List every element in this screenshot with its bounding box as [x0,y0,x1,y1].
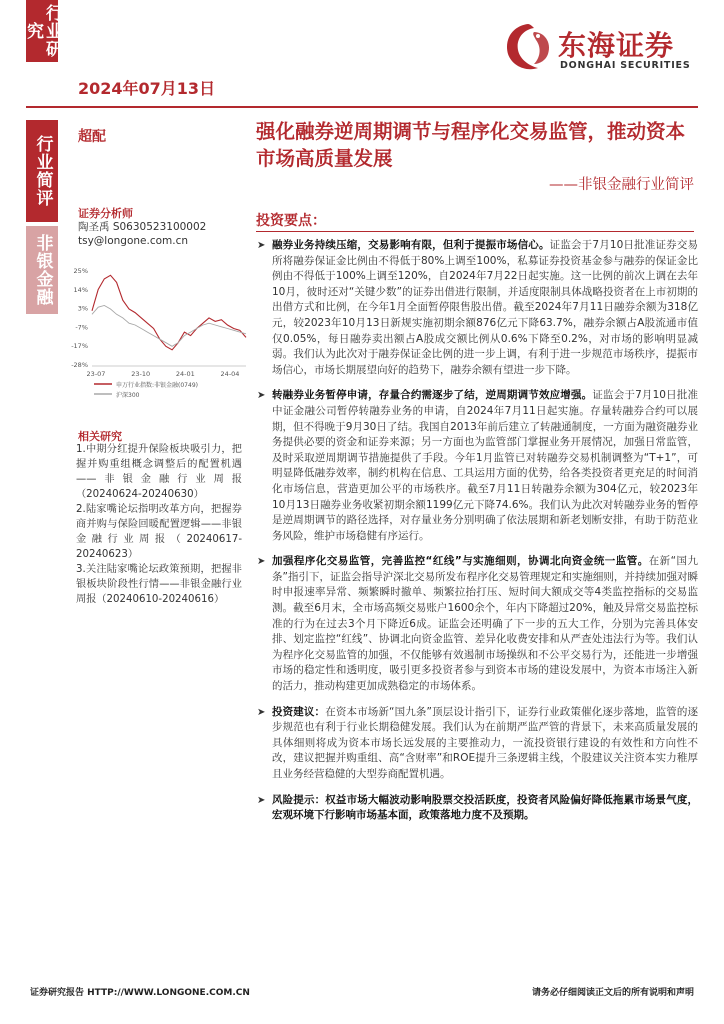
key-points-list [256,238,698,834]
y-tick-label: -17% [71,342,88,351]
key-point [256,238,698,378]
analyst-info [78,220,206,248]
legend-label: 申万行业指数:非银金融(0749) [116,382,198,389]
analyst-name: 陶圣禹 S0630523100002 [78,221,207,233]
related-research-list [76,442,242,607]
related-item[interactable]: 2.陆家嘴论坛指明改革方向，把握券商并购与保险回暖配置逻辑——非银金融行业周报（20240617-20240623） [76,504,242,560]
related-research-title: 相关研究 [78,430,122,443]
y-tick-label: -7% [75,323,88,332]
key-point-heading: 加强程序化交易监管，完善监控“红线”与实施细则，协调北向资金统一监管。 [272,555,649,568]
key-point [256,388,698,544]
index-performance-chart [60,262,254,414]
key-point-text: 在资本市场新“国九条”顶层设计指引下，证券行业政策催化逐步落地，监管的逐步规范也有利于行业长期稳健发展。我们认为在前期严监严管的背景下，未来高质量发展的具体细则将成为资本市场长远发展的主要推动力，一流投资银行建设的有效性和方向性不改，建议把握并购重组、高“含财率”和ROE提升三条逻辑主线，个股建议关注资本实力稚厚且业务经营稳健的大型券商配置机遇。 [272,705,698,780]
arrow-bullet-icon: ➤ [257,240,266,251]
industry-tag: 非银金融 [26,226,58,314]
arrow-bullet-icon: ➤ [257,706,266,718]
related-item[interactable]: 1.中期分红提升保险板块吸引力，把握并购重组概念调整后的配置机遇——非银金融行业周报（20240624-20240630） [76,444,242,500]
key-points-title: 投资要点： [256,213,326,229]
report-subtitle: ——非银金融行业简评 [549,177,694,193]
risk-warning: 风险提示：权益市场大幅波动影响股票交投活跃度，投资者风险偏好降低拖累市场景气度，宏观环境下行影响市场基本面，政策落地力度不及预期。 [272,793,698,822]
category-tag: 行业研究 [26,0,58,62]
legend-label: 沪深300 [116,392,140,399]
key-point [256,705,698,783]
key-point [256,554,698,694]
key-point-heading: 融券业务持续压缩，交易影响有限，但利于提振市场信心。 [272,239,550,251]
key-point-heading: 转融券业务暂停申请，存量合约需逐步了结，逆周期调节效应增强。 [272,389,593,402]
rating: 超配 [78,129,106,145]
analyst-label: 证券分析师 [78,207,133,220]
key-point [256,793,698,824]
report-type-tag: 行业简评 [26,120,58,222]
logo-text-cn: 东海证券 [558,29,675,62]
dragon-logo-icon [500,18,556,76]
key-point-heading: 投资建议： [272,705,326,718]
footer-right: 请务必仔细阅读正文后的所有说明和声明 [531,988,694,998]
analyst-email[interactable]: tsy@longone.com.cn [78,235,189,247]
related-item[interactable]: 3.关注陆家嘴论坛政策预期，把握非银板块阶段性行情——非银金融行业周报（20240610-20240616） [76,564,242,605]
arrow-bullet-icon: ➤ [257,556,266,568]
x-tick-label: 24-01 [175,370,195,378]
logo-text-en: DONGHAI SECURITIES [560,60,691,71]
report-title: 强化融券逆周期调节与程序化交易监管，推动资本市场高质量发展 [256,120,686,170]
y-tick-label: 25% [73,267,88,275]
key-point-text: 在新“国九条”指引下，证监会指导沪深北交易所发布程序化交易管理规定和实施细则，并持续加强对瞬时申报速率异常、频繁瞬时撤单、频繁拉抬打压、短时间大额成交等4类监控指标的交易监测。截至6月末，全市场高频交易账户1600余个，年内下降超过20%，触及异常交易监控标准的行为在过去3个月下降近6成。证监会还明确了下一步的五大工作，分别为完善具体安排、划定监控“红线”、协调北向资金监管、差异化收费安排和从严查处违法行为等。我们认为程序化交易监管的加强，不仅能够有效遏制市场操纵和不公平交易行为，还能进一步增强市场的稳定性和透明度，吸引更多投资者参与到资本市场的建设发展中，为资本市场注入新的活力，推动构建更加成熟稳定的市场体系。 [272,555,698,693]
header-divider [26,106,698,108]
x-tick-label: 23-07 [86,370,106,378]
company-logo [500,18,700,78]
x-tick-label: 24-04 [220,370,240,378]
key-point-text: 证监会于7月10日批准中证金融公司暂停转融券业务的申请，自2024年7月11日起实施。存量转融券合约可以展期，但不得晚于9月30日了结。我国自2013年前后建立了转融通制度，一方面为融资融券业务提供必要的资金和证券来源；另一方面也为监管部门掌握业务开展情况，加强日常监管，及时采取逆周期调节措施提供了手段。今年1月监管已对转融券交易机制调整为“T+1”，可明显降低融券效率，制约机构在信息、工具运用方面的优势，给各类投资者更充足的时间消化市场信息，营造更加公平的市场秩序。截至7月11日转融券余额为304亿元，较2023年10月13日融券业务收紧初期余额1199亿元下降74.6%。我们认为此次对转融券业务的暂停是逆周期调节的路径选择，对存量业务分别明确了依法展期和新老划断安排，有助于防范业务风险，维护市场稳健有序运行。 [272,389,699,542]
report-date: 2024年07月13日 [78,79,216,98]
arrow-bullet-icon: ➤ [257,390,266,402]
x-tick-label: 23-10 [131,370,151,378]
y-tick-label: 14% [73,285,88,294]
y-tick-label: -28% [71,361,88,369]
arrow-bullet-icon: ➤ [257,794,266,806]
key-points-divider [256,231,694,232]
key-point-text: 证监会于7月10日批准证券交易所将融券保证金比例由不得低于80%上调至100%，私募证券投资基金参与融券的保证金比例由不得低于100%上调至120%，自2024年7月22日起实施。这一比例的前次上调在去年10月，彼时还对“关键少数”的证券出借进行限制，并适度限制具体战略投资者在上市初期的出借方式和比例，在今年1月全面暂停限售股出借。截至2024年7月11日融券余额为318亿元，较2023年10月13日新规实施初期余额876亿元下降63.7%，融券余额占A股流通市值仅0.05%，每日融券卖出额占A股成交额比例从0.6%下降至0.2%，对市场的影响明显减弱。我们认为此次对于融券保证金比例的进一步上调，有利于进一步规范市场秩序，提振市场信心，市场长期展望向好的趋势下，融券余额有望进一步下降。 [272,239,698,376]
footer-left[interactable]: 证券研究报告 HTTP://WWW.LONGONE.COM.CN [30,988,250,998]
series-line [92,306,246,347]
y-tick-label: 3% [77,304,88,313]
